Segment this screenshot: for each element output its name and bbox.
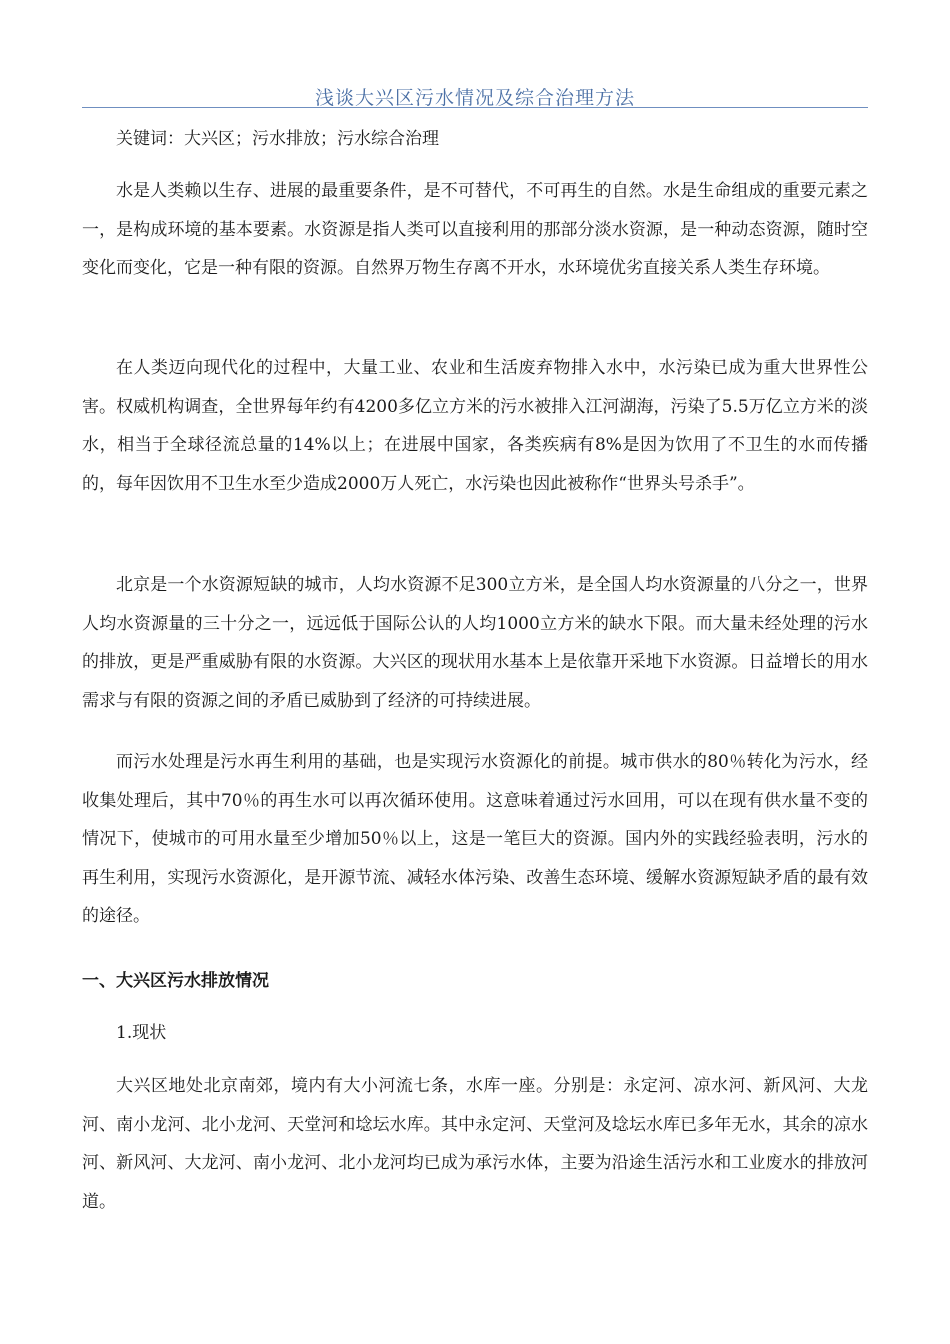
body-paragraph-1: 水是人类赖以生存、进展的最重要条件，是不可替代，不可再生的自然。水是生命组成的重要元素之一，是构成环境的基本要素。水资源是指人类可以直接利用的那部分淡水资源，是一种动态资源，随时空变化而变化，它是一种有限的资源。自然界万物生存离不开水，水环境优劣直接关系人类生存环境。 bbox=[82, 181, 868, 278]
section-paragraph: 大兴区地处北京南郊，境内有大小河流七条，水库一座。分别是：永定河、凉水河、新风河、大龙河、南小龙河、北小龙河、天堂河和埝坛水库。其中永定河、天堂河及埝坛水库已多年无水，其余的凉水河、新风河、大龙河、南小龙河、北小龙河均已成为承污水体，主要为沿途生活污水和工业废水的排放河道。 bbox=[82, 1076, 868, 1212]
keywords-line: 关键词：大兴区；污水排放；污水综合治理 bbox=[116, 129, 439, 149]
section-heading: 一、大兴区污水排放情况 bbox=[82, 971, 269, 991]
document-title: 浅谈大兴区污水情况及综合治理方法 bbox=[314, 87, 635, 109]
body-paragraph-3: 北京是一个水资源短缺的城市，人均水资源不足300立方米，是全国人均水资源量的八分之一，世界人均水资源量的三十分之一，远远低于国际公认的人均1000立方米的缺水下限。而大量未经处理的污水的排放，更是严重威胁有限的水资源。大兴区的现状用水基本上是依靠开采地下水资源。日益增长的用水需求与有限的资源之间的矛盾已威胁到了经济的可持续进展。 bbox=[82, 575, 868, 711]
body-paragraph-2: 在人类迈向现代化的过程中，大量工业、农业和生活废弃物排入水中，水污染已成为重大世界性公害。权威机构调查，全世界每年约有4200多亿立方米的污水被排入江河湖海，污染了5.5万亿立方米的淡水，相当于全球径流总量的14%以上；在进展中国家，各类疾病有8%是因为饮用了不卫生的水而传播的，每年因饮用不卫生水至少造成2000万人死亡，水污染也因此被称作“世界头号杀手”。 bbox=[82, 358, 868, 494]
body-paragraph-4: 而污水处理是污水再生利用的基础，也是实现污水资源化的前提。城市供水的80％转化为污水，经收集处理后，其中70％的再生水可以再次循环使用。这意味着通过污水回用，可以在现有供水量不变的情况下，使城市的可用水量至少增加50％以上，这是一笔巨大的资源。国内外的实践经验表明，污水的再生利用，实现污水资源化，是开源节流、减轻水体污染、改善生态环境、缓解水资源短缺矛盾的最有效的途径。 bbox=[82, 752, 868, 926]
title-underline bbox=[82, 107, 868, 108]
sub-heading: 1.现状 bbox=[116, 1023, 167, 1043]
